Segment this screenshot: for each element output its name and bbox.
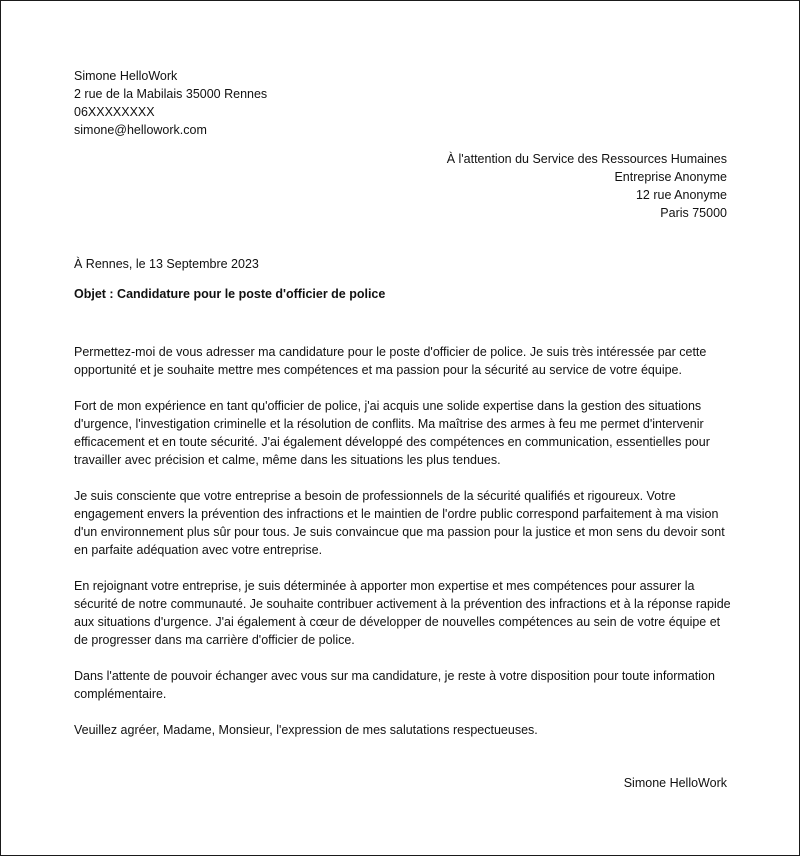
sender-name: Simone HelloWork — [74, 69, 178, 83]
recipient-company: Entreprise Anonyme — [614, 170, 727, 184]
body-paragraph: Fort de mon expérience en tant qu'officier de police, j'ai acquis une solide expertise dans la gestion des situations d'urgence, l'investigation criminelle et la résolution de conflits. Ma maîtrise des armes à feu me permet d'intervenir efficacement et en toute sécurité. J'ai également développé des compétences en communication, essentielles pour travailler avec précision et calme, même dans les situations les plus tendues. — [74, 399, 710, 467]
subject-line: Objet : Candidature pour le poste d'officier de police — [74, 287, 386, 301]
body-paragraph: En rejoignant votre entreprise, je suis déterminée à apporter mon expertise et mes compétences pour assurer la sécurité de notre communauté. Je souhaite contribuer activement à la prévention des infractions et à la réponse rapide aux situations d'urgence. J'ai également à cœur de développer de nouvelles compétences au sein de votre équipe et de progresser dans ma carrière d'officier de police. — [74, 579, 731, 647]
sender-address: 2 rue de la Mabilais 35000 Rennes — [74, 87, 268, 101]
letter-body — [74, 343, 734, 757]
body-paragraph: Je suis consciente que votre entreprise a besoin de professionnels de la sécurité qualifiés et rigoureux. Votre engagement envers la prévention des infractions et le maintien de l'ordre public correspond parfaitement à ma vision d'un environnement plus sûr pour tous. Je suis convaincue que ma passion pour la justice et mon sens du devoir sont en parfaite adéquation avec votre entreprise. — [74, 489, 725, 557]
body-paragraph: Dans l'attente de pouvoir échanger avec vous sur ma candidature, je reste à votre disposition pour toute information complémentaire. — [74, 669, 715, 701]
recipient-attention: À l'attention du Service des Ressources Humaines — [446, 152, 727, 166]
sender-phone: 06XXXXXXXX — [74, 105, 155, 119]
body-paragraph: Permettez-moi de vous adresser ma candidature pour le poste d'officier de police. Je suis très intéressée par cette opportunité et je souhaite mettre mes compétences et ma passion pour la sécurité au service de votre équipe. — [74, 345, 707, 377]
sender-block — [74, 67, 267, 139]
date-line: À Rennes, le 13 Septembre 2023 — [74, 257, 259, 271]
recipient-city: Paris 75000 — [660, 206, 727, 220]
recipient-street: 12 rue Anonyme — [635, 188, 727, 202]
signature: Simone HelloWork — [623, 776, 727, 790]
recipient-block — [447, 150, 727, 222]
sender-email: simone@hellowork.com — [74, 123, 207, 137]
closing-formula: Veuillez agréer, Madame, Monsieur, l'expression de mes salutations respectueuses. — [74, 723, 538, 737]
